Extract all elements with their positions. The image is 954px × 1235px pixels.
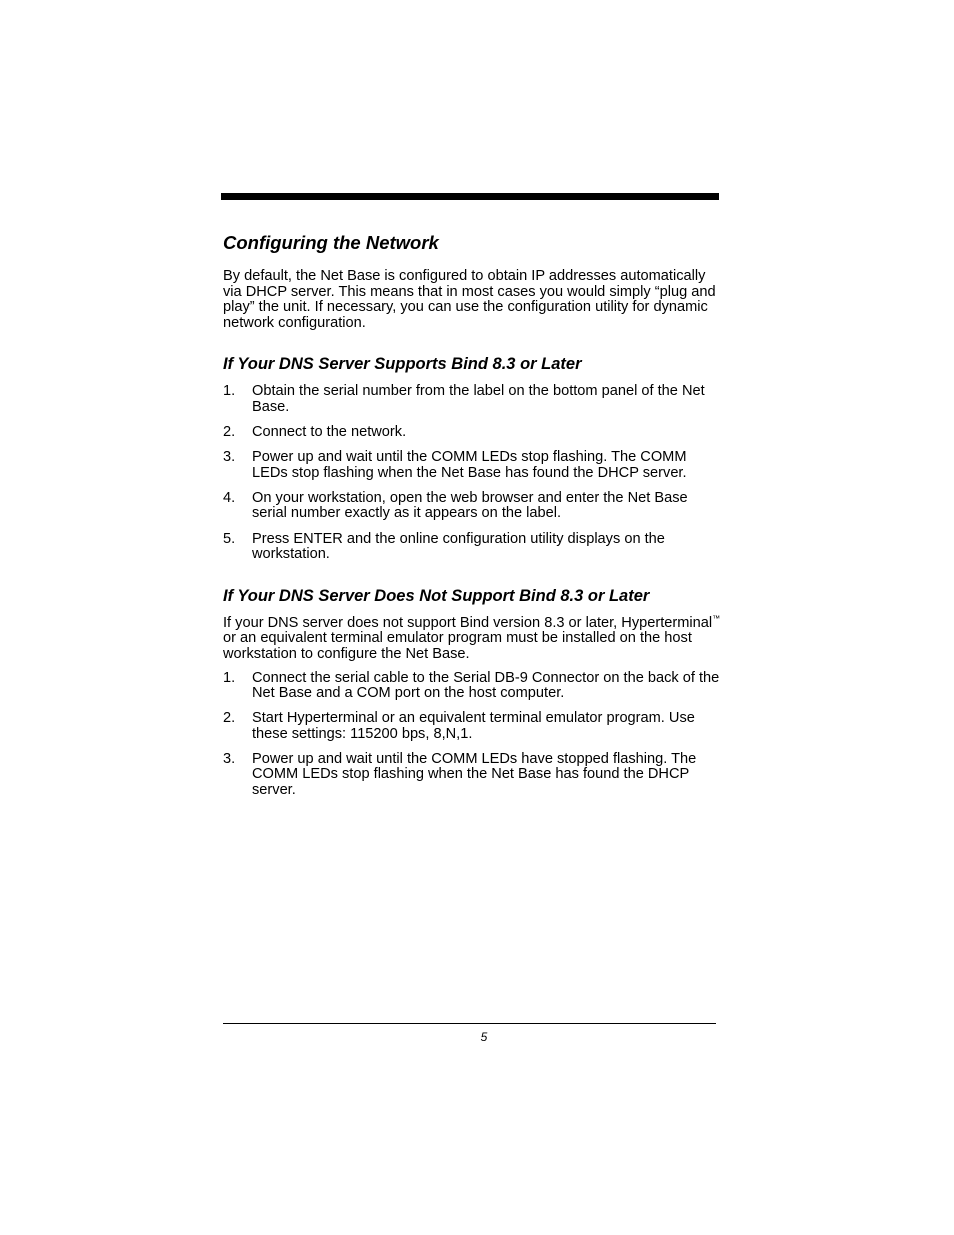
list-item <box>223 450 723 481</box>
section-title: Configuring the Network <box>223 232 439 253</box>
subsection-b-steps <box>223 671 723 799</box>
list-item <box>223 384 723 415</box>
list-item <box>223 425 723 441</box>
page-content <box>223 230 723 808</box>
list-item <box>223 711 723 742</box>
list-item <box>223 752 723 799</box>
step-number: 3. <box>223 449 236 466</box>
subsection-b-title: If Your DNS Server Does Not Support Bind 8.3 or Later <box>223 586 650 605</box>
header-rule <box>221 193 719 200</box>
intro-text-part2: or an equivalent terminal emulator program must be installed on the host workstation to configure the Net Base. <box>223 630 692 662</box>
step-text: Press ENTER and the online configuration utility displays on the workstation. <box>252 530 665 563</box>
section-intro: By default, the Net Base is configured to obtain IP addresses automatically via DHCP server. This means that in most cases you would simply “plug and play” the unit. If necessary, you can use the configuration utility for dynamic network configuration. <box>223 268 716 331</box>
subsection-a-title: If Your DNS Server Supports Bind 8.3 or Later <box>223 355 582 374</box>
list-item <box>223 671 723 702</box>
step-text: Power up and wait until the COMM LEDs have stopped flashing. The COMM LEDs stop flashing when the Net Base has found the DHCP server. <box>252 750 697 799</box>
step-text: On your workstation, open the web browser and enter the Net Base serial number exactly as it appears on the label. <box>252 489 688 522</box>
list-item <box>223 532 723 563</box>
step-text: Connect the serial cable to the Serial DB-9 Connector on the back of the Net Base and a COM port on the host computer. <box>252 669 720 702</box>
intro-text-part1: If your DNS server does not support Bind version 8.3 or later, Hyperterminal <box>223 614 713 631</box>
list-item <box>223 491 723 522</box>
step-text: Connect to the network. <box>252 424 407 441</box>
step-number: 1. <box>223 669 236 686</box>
step-text: Power up and wait until the COMM LEDs stop flashing. The COMM LEDs stop flashing when the Net Base has found the DHCP server. <box>252 449 687 481</box>
step-number: 5. <box>223 530 236 547</box>
step-number: 3. <box>223 750 236 767</box>
subsection-b-intro <box>223 613 723 663</box>
step-text: Obtain the serial number from the label on the bottom panel of the Net Base. <box>252 383 705 415</box>
step-text: Start Hyperterminal or an equivalent terminal emulator program. Use these settings: 115200 bps, 8,N,1. <box>252 710 695 742</box>
trademark-symbol: ™ <box>712 613 721 623</box>
subsection-a-steps <box>223 384 723 562</box>
page-number: 5 <box>480 1030 488 1044</box>
footer-rule <box>223 1023 716 1024</box>
step-number: 2. <box>223 710 236 727</box>
step-number: 1. <box>223 383 236 400</box>
step-number: 2. <box>223 424 236 441</box>
step-number: 4. <box>223 489 236 506</box>
